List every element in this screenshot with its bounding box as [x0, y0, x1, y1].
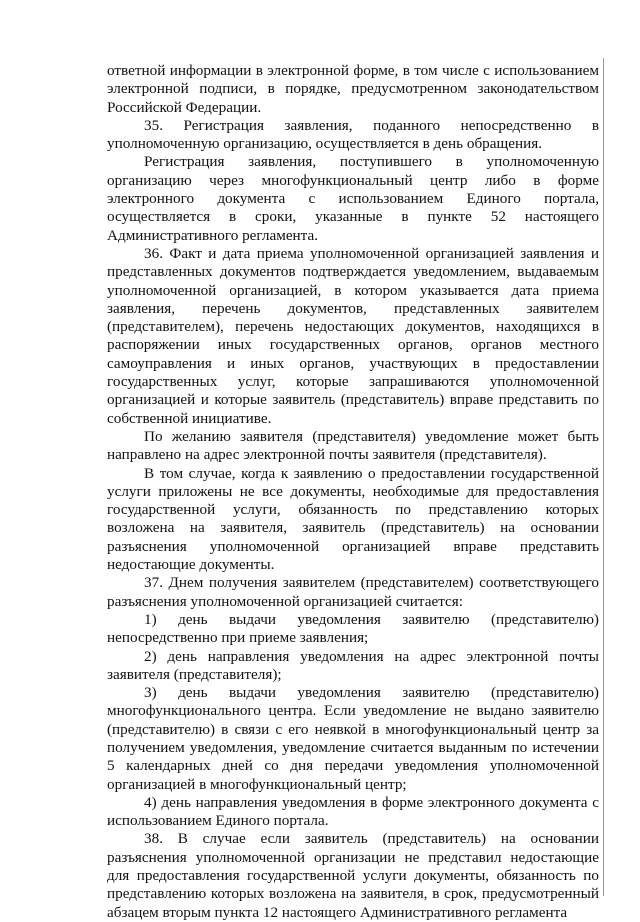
scan-edge-line [603, 58, 604, 896]
document-body [107, 62, 599, 922]
list-item-2: 2) день направления уведомления на адрес электронной почты заявителя (представителя); [107, 647, 599, 683]
paragraph-item-38: 38. В случае если заявитель (представитель) на основании разъяснения уполномоченной организации не представил недостающие для предоставления государственной услуги документы, обязанность по представлению которых возложена на заявителя, в срок, предусмотренный абзацем вторым пункта 12 настоящего Административного регламента [107, 830, 599, 921]
paragraph-missing-documents: В том случае, когда к заявлению о предоставлении государственной услуги приложены не все документы, необходимые для предоставления государственной услуги, обязанность по представлению которых возложена на заявителя, заявитель (представитель) на основании разъяснения уполномоченной организацией вправе представить недостающие документы. [107, 464, 599, 574]
paragraph-item-37: 37. Днем получения заявителем (представителем) соответствующего разъяснения уполномоченной организацией считается: [107, 574, 599, 610]
paragraph-item-36: 36. Факт и дата приема уполномоченной организацией заявления и представленных документов подтверждается уведомлением, выдаваемым уполномоченной организацией, в котором указывается дата приема заявления, перечень документов, представленных заявителем (представителем), перечень недостающих документов, находящихся в распоряжении иных государственных органов, органов местного самоуправления и иных органов, участвующих в предоставлении государственных услуг, которые запрашиваются уполномоченной организацией и которые заявитель (представитель) вправе представить по собственной инициативе. [107, 244, 599, 427]
paragraph-continuation: ответной информации в электронной форме, в том числе с использованием электронной подписи, в порядке, предусмотренном законодательством Российской Федерации. [107, 62, 599, 116]
list-item-3: 3) день выдачи уведомления заявителю (представителю) многофункционального центра. Если уведомление не выдано заявителю (представителю) в связи с его неявкой в многофункциональный центр за получением уведомления, уведомление считается выданным по истечении 5 календарных дней со дня передачи уведомления уполномоченной организацией в многофункциональный центр; [107, 684, 599, 793]
paragraph-item-35: 35. Регистрация заявления, поданного непосредственно в уполномоченную организацию, осуществляется в день обращения. [107, 116, 599, 153]
list-item-1: 1) день выдачи уведомления заявителю (представителю) непосредственно при приеме заявления; [107, 610, 599, 647]
paragraph-email-notice: По желанию заявителя (представителя) уведомление может быть направлено на адрес электронной почты заявителя (представителя). [107, 427, 599, 464]
paragraph-registration: Регистрация заявления, поступившего в уполномоченную организацию через многофункциональный центр либо в форме электронного документа с использованием Единого портала, осуществляется в сроки, указанные в пункте 52 настоящего Административного регламента. [107, 153, 599, 244]
list-item-4: 4) день направления уведомления в форме электронного документа с использованием Единого портала. [107, 793, 599, 830]
